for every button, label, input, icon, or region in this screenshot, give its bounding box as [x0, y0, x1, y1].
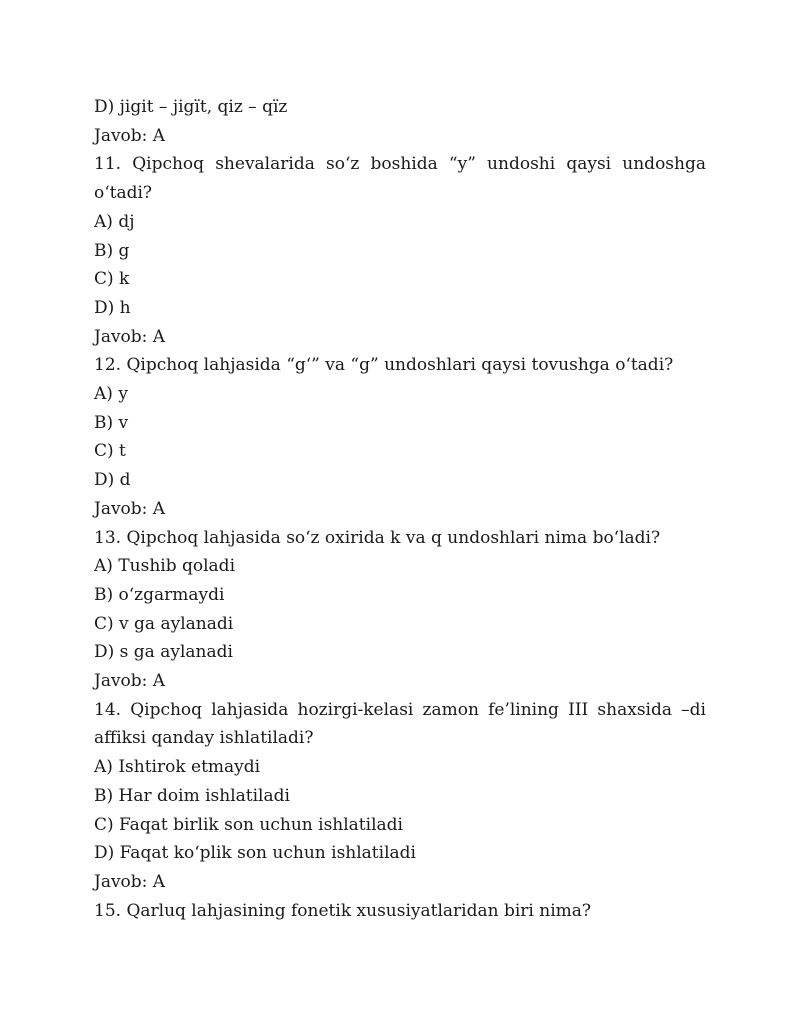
answer-option-b: B) g [94, 240, 130, 261]
answer-option-d: D) d [94, 470, 131, 491]
question-13: 13. Qipchoq lahjasida so‘z oxirida k va q undoshlari nima bo‘ladi? [94, 527, 661, 548]
answer-option-a: A) dj [94, 211, 135, 232]
answer-option-a: A) Ishtirok etmaydi [94, 757, 261, 778]
answer-option-a: A) y [94, 384, 128, 405]
answer-option-d: D) s ga aylanadi [94, 642, 233, 663]
answer-option-b: B) v [94, 412, 129, 433]
answer-key: Javob: A [94, 326, 166, 347]
question-12: 12. Qipchoq lahjasida “g‘” va “g” undoshlari qaysi tovushga o‘tadi? [94, 355, 674, 376]
answer-key: Javob: A [94, 871, 166, 892]
answer-option-d: D) jigit – jigït, qiz – qïz [94, 97, 288, 117]
answer-option-c: C) t [94, 441, 126, 462]
question-11-continued: o‘tadi? [94, 183, 153, 204]
answer-key: Javob: A [94, 125, 166, 146]
answer-option-d: D) Faqat ko‘plik son uchun ishlatiladi [94, 843, 416, 864]
answer-option-b: B) o‘zgarmaydi [94, 584, 225, 605]
answer-option-c: C) k [94, 269, 130, 290]
answer-option-d: D) h [94, 297, 131, 318]
answer-option-a: A) Tushib qoladi [94, 556, 236, 577]
answer-option-b: B) Har doim ishlatiladi [94, 785, 290, 806]
question-11: 11. Qipchoq shevalarida so‘z boshida “y” undoshi qaysi undoshga [94, 154, 706, 175]
question-14: 14. Qipchoq lahjasida hozirgi-kelasi zamon fe’lining III shaxsida –di [94, 699, 706, 720]
answer-key: Javob: A [94, 671, 166, 692]
question-14-continued: affiksi qanday ishlatiladi? [94, 728, 314, 749]
document-text [94, 93, 706, 925]
answer-option-c: C) Faqat birlik son uchun ishlatiladi [94, 814, 403, 835]
question-15: 15. Qarluq lahjasining fonetik xususiyatlaridan biri nima? [94, 900, 592, 921]
answer-option-c: C) v ga aylanadi [94, 613, 234, 634]
answer-key: Javob: A [94, 498, 166, 519]
